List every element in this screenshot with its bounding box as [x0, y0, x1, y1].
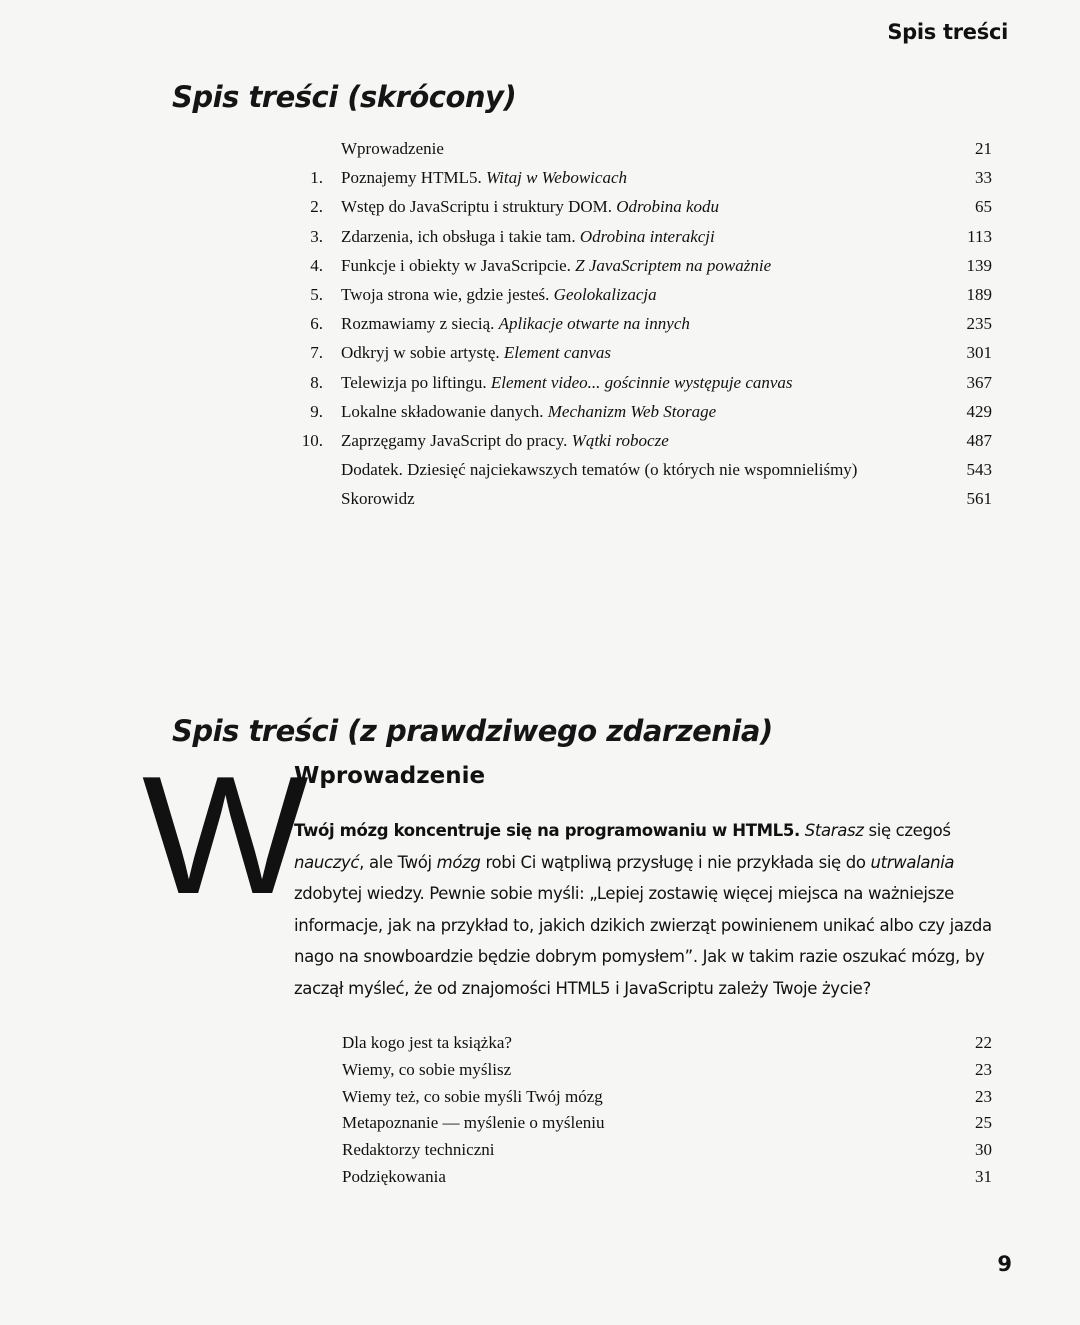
toc-entry-subtitle: Mechanizm Web Storage	[547, 401, 717, 421]
toc-entry-main-title: Lokalne składowanie danych.	[341, 401, 548, 421]
toc-entry-number: 9.	[310, 401, 323, 421]
intro-toc-entry-title: Dla kogo jest ta książka?	[342, 1033, 512, 1052]
intro-emphasis: utrwalania	[870, 852, 955, 872]
intro-lead: Twój mózg koncentruje się na programowaniu w HTML5.	[294, 821, 800, 840]
toc-entry-subtitle: Element canvas	[503, 343, 612, 363]
intro-emphasis: Starasz	[804, 821, 864, 840]
drop-cap: W	[142, 741, 309, 929]
intro-text-run: zdobytej wiedzy. Pewnie sobie myśli: „Lepiej zostawię więcej miejsca na ważniejsze informacje, jak na przykład to, jakich dzikich zwierząt powinienem unikać albo czy jazda nago na snowboardzie będzie dobrym pomysłem”. Jak w takim razie oszukać mózg, by zaczął myśleć, że od znajomości HTML5 i JavaScriptu zależy Twoje życie?	[294, 884, 992, 998]
intro-heading: Wprowadzenie	[294, 763, 486, 789]
toc-entry	[290, 455, 992, 484]
intro-toc-entry	[342, 1164, 992, 1191]
toc-entry-page: 235	[966, 314, 992, 334]
toc-entry-main-title: Twoja strona wie, gdzie jesteś.	[341, 284, 554, 304]
intro-text-run: robi Ci wątpliwą przysługę i nie przykłada się do	[480, 852, 871, 872]
toc-entry-title	[341, 426, 669, 455]
short-toc-title: Spis treści (skrócony)	[172, 80, 517, 114]
toc-entry-title	[341, 163, 627, 192]
toc-entry	[290, 397, 992, 426]
toc-entry-title	[341, 397, 716, 426]
toc-entry-page: 429	[966, 401, 992, 421]
intro-toc-entry-title: Podziękowania	[342, 1166, 446, 1186]
intro-toc-entry	[342, 1084, 992, 1111]
toc-entry	[290, 338, 992, 367]
toc-entry	[290, 368, 992, 397]
toc-entry-main-title: Wprowadzenie	[341, 139, 444, 158]
page-number: 9	[997, 1252, 1012, 1276]
toc-entry-number: 6.	[310, 314, 323, 334]
toc-entry-page: 113	[967, 226, 992, 246]
toc-entry-page: 543	[966, 460, 992, 480]
intro-toc-list	[342, 1030, 992, 1191]
intro-emphasis: mózg	[436, 852, 481, 872]
intro-toc-entry-title: Metapoznanie — myślenie o myśleniu	[342, 1113, 605, 1133]
toc-entry-number: 2.	[310, 197, 323, 217]
toc-entry-subtitle: Witaj w Webowicach	[485, 168, 627, 188]
toc-entry-subtitle: Z JavaScriptem na poważnie	[575, 255, 772, 275]
toc-entry-subtitle: Wątki robocze	[571, 430, 669, 450]
toc-entry-main-title: Telewizja po liftingu.	[341, 372, 491, 392]
short-toc-list	[290, 134, 992, 513]
toc-entry-title	[341, 368, 793, 397]
toc-entry	[290, 426, 992, 455]
toc-entry-main-title: Poznajemy HTML5.	[341, 168, 486, 188]
toc-entry-main-title: Dodatek. Dziesięć najciekawszych tematów (o których nie wspomnieliśmy)	[341, 460, 858, 480]
toc-entry-number: 7.	[310, 343, 323, 363]
intro-toc-entry-page: 23	[975, 1086, 992, 1106]
intro-paragraph	[294, 815, 994, 1004]
toc-entry-page: 487	[966, 430, 992, 450]
toc-entry-title	[341, 134, 444, 163]
toc-entry-main-title: Skorowidz	[341, 489, 415, 509]
toc-entry-title	[341, 455, 857, 484]
toc-entry-subtitle: Odrobina interakcji	[579, 226, 715, 246]
full-toc-title: Spis treści (z prawdziwego zdarzenia)	[172, 714, 773, 748]
intro-toc-entry-title: Wiemy, co sobie myślisz	[342, 1059, 512, 1079]
intro-toc-entry-page: 31	[975, 1166, 992, 1186]
intro-text-run: się czegoś	[863, 821, 951, 840]
toc-entry-main-title: Zaprzęgamy JavaScript do pracy.	[341, 430, 572, 450]
toc-entry-subtitle: Geolokalizacja	[553, 284, 657, 304]
running-header: Spis treści	[887, 20, 1008, 44]
toc-entry-title	[341, 309, 690, 338]
toc-entry-title	[341, 338, 611, 367]
toc-entry-number: 5.	[310, 284, 323, 304]
toc-entry-number: 8.	[310, 372, 323, 392]
intro-text-run: , ale Twój	[359, 852, 437, 872]
toc-entry-subtitle: Aplikacje otwarte na innych	[498, 314, 690, 334]
intro-emphasis: nauczyć	[294, 852, 360, 872]
toc-entry-page: 561	[966, 489, 992, 509]
toc-entry	[290, 280, 992, 309]
toc-entry	[290, 163, 992, 192]
toc-entry-title	[341, 251, 771, 280]
toc-entry-number: 3.	[310, 226, 323, 246]
intro-toc-entry-page: 22	[975, 1033, 992, 1052]
toc-entry-page: 139	[966, 255, 992, 275]
toc-entry-title	[341, 192, 719, 221]
toc-entry-title	[341, 222, 715, 251]
intro-toc-entry	[342, 1030, 992, 1057]
intro-toc-entry	[342, 1057, 992, 1084]
toc-entry-number: 1.	[310, 168, 323, 188]
toc-entry-main-title: Rozmawiamy z siecią.	[341, 314, 499, 334]
toc-entry-main-title: Funkcje i obiekty w JavaScripcie.	[341, 255, 576, 275]
toc-entry	[290, 309, 992, 338]
intro-toc-entry-page: 30	[975, 1140, 992, 1160]
toc-entry	[290, 484, 992, 513]
intro-body	[294, 821, 992, 998]
toc-entry-main-title: Wstęp do JavaScriptu i struktury DOM.	[341, 197, 617, 217]
toc-entry-page: 367	[966, 372, 992, 392]
toc-entry-page: 21	[975, 139, 992, 158]
toc-entry-title	[341, 484, 415, 513]
toc-entry-main-title: Odkryj w sobie artystę.	[341, 343, 504, 363]
intro-toc-entry-title: Redaktorzy techniczni	[342, 1140, 495, 1160]
toc-entry-page: 301	[966, 343, 992, 363]
toc-entry-page: 189	[966, 284, 992, 304]
toc-entry-number: 4.	[310, 255, 323, 275]
intro-toc-entry-title: Wiemy też, co sobie myśli Twój mózg	[342, 1086, 603, 1106]
intro-toc-entry-page: 23	[975, 1059, 992, 1079]
toc-entry	[290, 134, 992, 163]
toc-entry	[290, 251, 992, 280]
toc-entry	[290, 222, 992, 251]
toc-entry-subtitle: Odrobina kodu	[616, 197, 720, 217]
intro-toc-entry	[342, 1137, 992, 1164]
toc-entry	[290, 192, 992, 221]
toc-entry-subtitle: Element video... gościnnie występuje canvas	[490, 372, 793, 392]
toc-entry-page: 33	[975, 168, 992, 188]
toc-entry-page: 65	[975, 197, 992, 217]
toc-entry-main-title: Zdarzenia, ich obsługa i takie tam.	[341, 226, 580, 246]
toc-entry-title	[341, 280, 657, 309]
intro-toc-entry-page: 25	[975, 1113, 992, 1133]
toc-entry-number: 10.	[301, 430, 323, 450]
intro-toc-entry	[342, 1110, 992, 1137]
